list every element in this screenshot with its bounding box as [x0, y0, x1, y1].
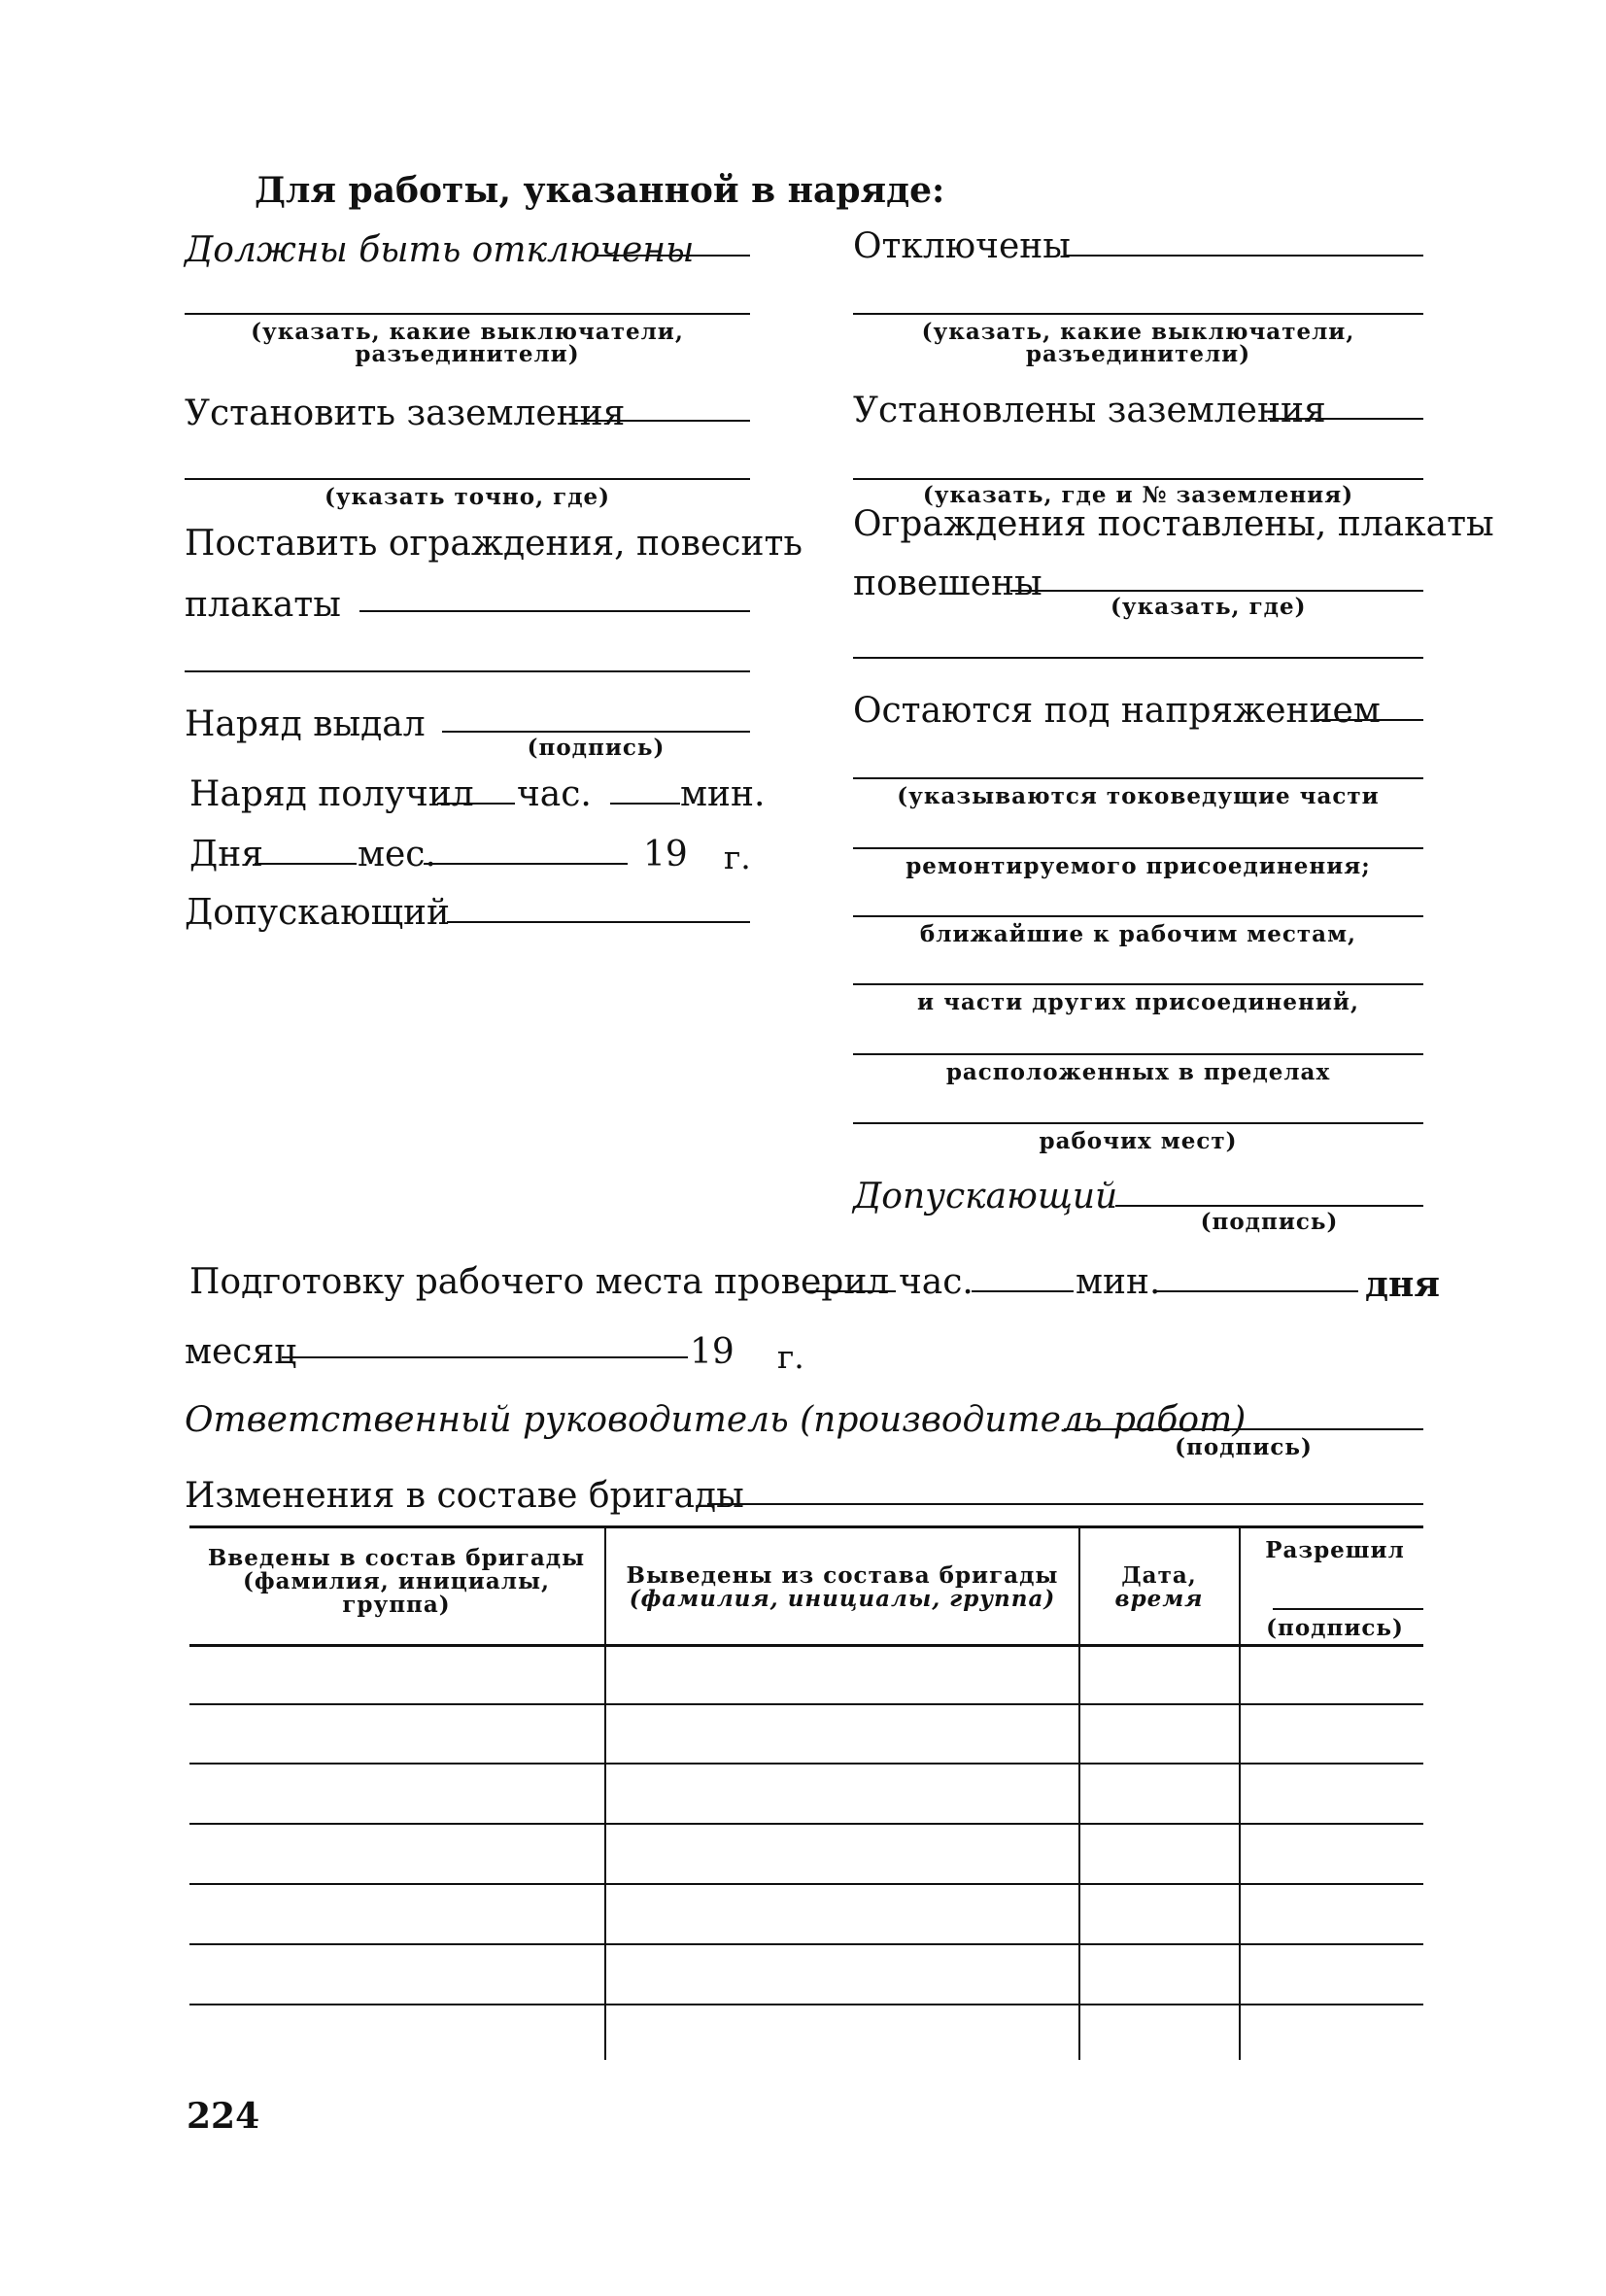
prep-checked-label: Подготовку рабочего места проверил: [189, 1262, 890, 1302]
fence-field-2[interactable]: [185, 670, 750, 672]
disconnected-label: Отключены: [853, 226, 1071, 266]
responsible-note: (подпись): [1175, 1434, 1313, 1460]
fenced-note: (указать, где): [1111, 594, 1307, 620]
received-hour-unit: час.: [517, 774, 592, 814]
responsible-label: Ответственный руководитель (производитель работ): [185, 1400, 1247, 1440]
crew-row-line[interactable]: [189, 2004, 1423, 2005]
live-note-5: расположенных в пределах: [945, 1059, 1331, 1085]
admitting-field-left[interactable]: [447, 921, 750, 923]
prep-day-field[interactable]: [1156, 1290, 1358, 1292]
disconnected-field-2[interactable]: [853, 313, 1423, 315]
crew-label-field[interactable]: [707, 1503, 1423, 1505]
fence-label: Поставить ограждения, повесить: [185, 524, 803, 564]
prep-hour-field[interactable]: [806, 1290, 896, 1292]
disconnected-field[interactable]: [1064, 255, 1423, 257]
admitting-label-left: Допускающий: [185, 893, 451, 933]
issued-note: (подпись): [527, 735, 666, 761]
year-suffix: г.: [724, 839, 751, 876]
grounded-field-2[interactable]: [853, 478, 1423, 480]
crew-header-bottom-border: [189, 1644, 1423, 1647]
received-label: Наряд получил: [189, 774, 474, 814]
live-label: Остаются под напряжением: [853, 691, 1381, 731]
prep-day-label: дня: [1365, 1264, 1440, 1305]
admitting-field-right[interactable]: [1115, 1205, 1423, 1207]
admitting-note-right: (подпись): [1200, 1209, 1339, 1235]
fenced-label: Ограждения поставлены, плакаты: [853, 504, 1494, 544]
disconnected-note: (указать, какие выключатели, разъединители): [921, 319, 1355, 367]
crew-col-divider-1: [604, 1527, 606, 2060]
fenced-field[interactable]: [1010, 590, 1423, 592]
ground-field[interactable]: [573, 420, 750, 422]
crew-header-signature-note: (подпись): [1266, 1615, 1404, 1641]
grounded-field[interactable]: [1268, 418, 1423, 420]
crew-row-line[interactable]: [189, 1943, 1423, 1945]
crew-header-permitted-line: [1273, 1608, 1423, 1610]
live-field-7[interactable]: [853, 1122, 1423, 1124]
page-number: 224: [187, 2096, 260, 2137]
crew-row-line[interactable]: [189, 1763, 1423, 1765]
disconnect-label: Должны быть отключены: [185, 230, 695, 270]
issued-label: Наряд выдал: [185, 704, 426, 744]
received-min-unit: мин.: [680, 774, 766, 814]
issued-signature-field[interactable]: [442, 731, 750, 733]
prep-min-field[interactable]: [972, 1290, 1074, 1292]
crew-header-permitted: Разрешил: [1265, 1537, 1405, 1563]
prep-min-unit: мин.: [1076, 1262, 1161, 1302]
admitting-label-right: Допускающий: [853, 1177, 1118, 1217]
live-field-3[interactable]: [853, 847, 1423, 849]
crew-col-divider-2: [1078, 1527, 1080, 2060]
prep-hour-unit: час.: [899, 1262, 974, 1302]
day-label: Дня: [189, 835, 263, 874]
live-note-2: ремонтируемого присоединения;: [906, 853, 1371, 879]
live-note-4: и части других присоединений,: [917, 989, 1359, 1015]
prep-month-label: месяц: [185, 1332, 297, 1372]
fenced-label-2: повешены: [853, 564, 1042, 603]
disconnect-note: (указать, какие выключатели, разъединители): [251, 319, 684, 367]
prep-year-prefix: 19: [690, 1332, 735, 1372]
fence-label-2: плакаты: [185, 585, 341, 625]
ground-note: (указать точно, где): [324, 484, 611, 510]
live-note-1: (указываются токоведущие части: [897, 783, 1380, 809]
year-prefix: 19: [643, 835, 688, 874]
day-field[interactable]: [255, 863, 357, 865]
responsible-signature-field[interactable]: [1064, 1428, 1423, 1430]
received-min-field[interactable]: [610, 803, 680, 805]
fenced-field-2[interactable]: [853, 657, 1423, 659]
live-field-2[interactable]: [853, 777, 1423, 779]
crew-label: Изменения в составе бригады: [185, 1476, 744, 1516]
month-label: мес.: [358, 835, 436, 874]
ground-label: Установить заземления: [185, 394, 626, 433]
crew-header-added: Введены в состав бригады (фамилия, инициалы, группа): [207, 1545, 586, 1619]
fence-field[interactable]: [359, 610, 750, 612]
live-field[interactable]: [1316, 719, 1423, 721]
live-field-4[interactable]: [853, 915, 1423, 917]
prep-month-field[interactable]: [282, 1356, 688, 1358]
disconnect-field-2[interactable]: [185, 313, 750, 315]
ground-field-2[interactable]: [185, 478, 750, 480]
grounded-note: (указать, где и № заземления): [922, 482, 1354, 508]
live-note-3: ближайшие к рабочим местам,: [919, 921, 1357, 947]
crew-header-removed: Выведены из состава бригады (фамилия, инициалы, группа): [626, 1562, 1059, 1613]
crew-col-divider-3: [1239, 1527, 1241, 2060]
live-field-6[interactable]: [853, 1053, 1423, 1055]
live-field-5[interactable]: [853, 983, 1423, 985]
crew-header-datetime: Дата, время: [1114, 1562, 1204, 1613]
disconnect-field[interactable]: [595, 255, 750, 257]
form-heading: Для работы, указанной в наряде:: [255, 170, 945, 211]
month-field[interactable]: [424, 863, 628, 865]
live-note-6: рабочих мест): [1039, 1128, 1238, 1154]
crew-row-line[interactable]: [189, 1883, 1423, 1885]
crew-row-line[interactable]: [189, 1823, 1423, 1825]
grounded-label: Установлены заземления: [853, 391, 1326, 430]
received-hour-field[interactable]: [437, 803, 515, 805]
crew-row-line[interactable]: [189, 1703, 1423, 1705]
prep-year-suffix: г.: [777, 1338, 804, 1376]
